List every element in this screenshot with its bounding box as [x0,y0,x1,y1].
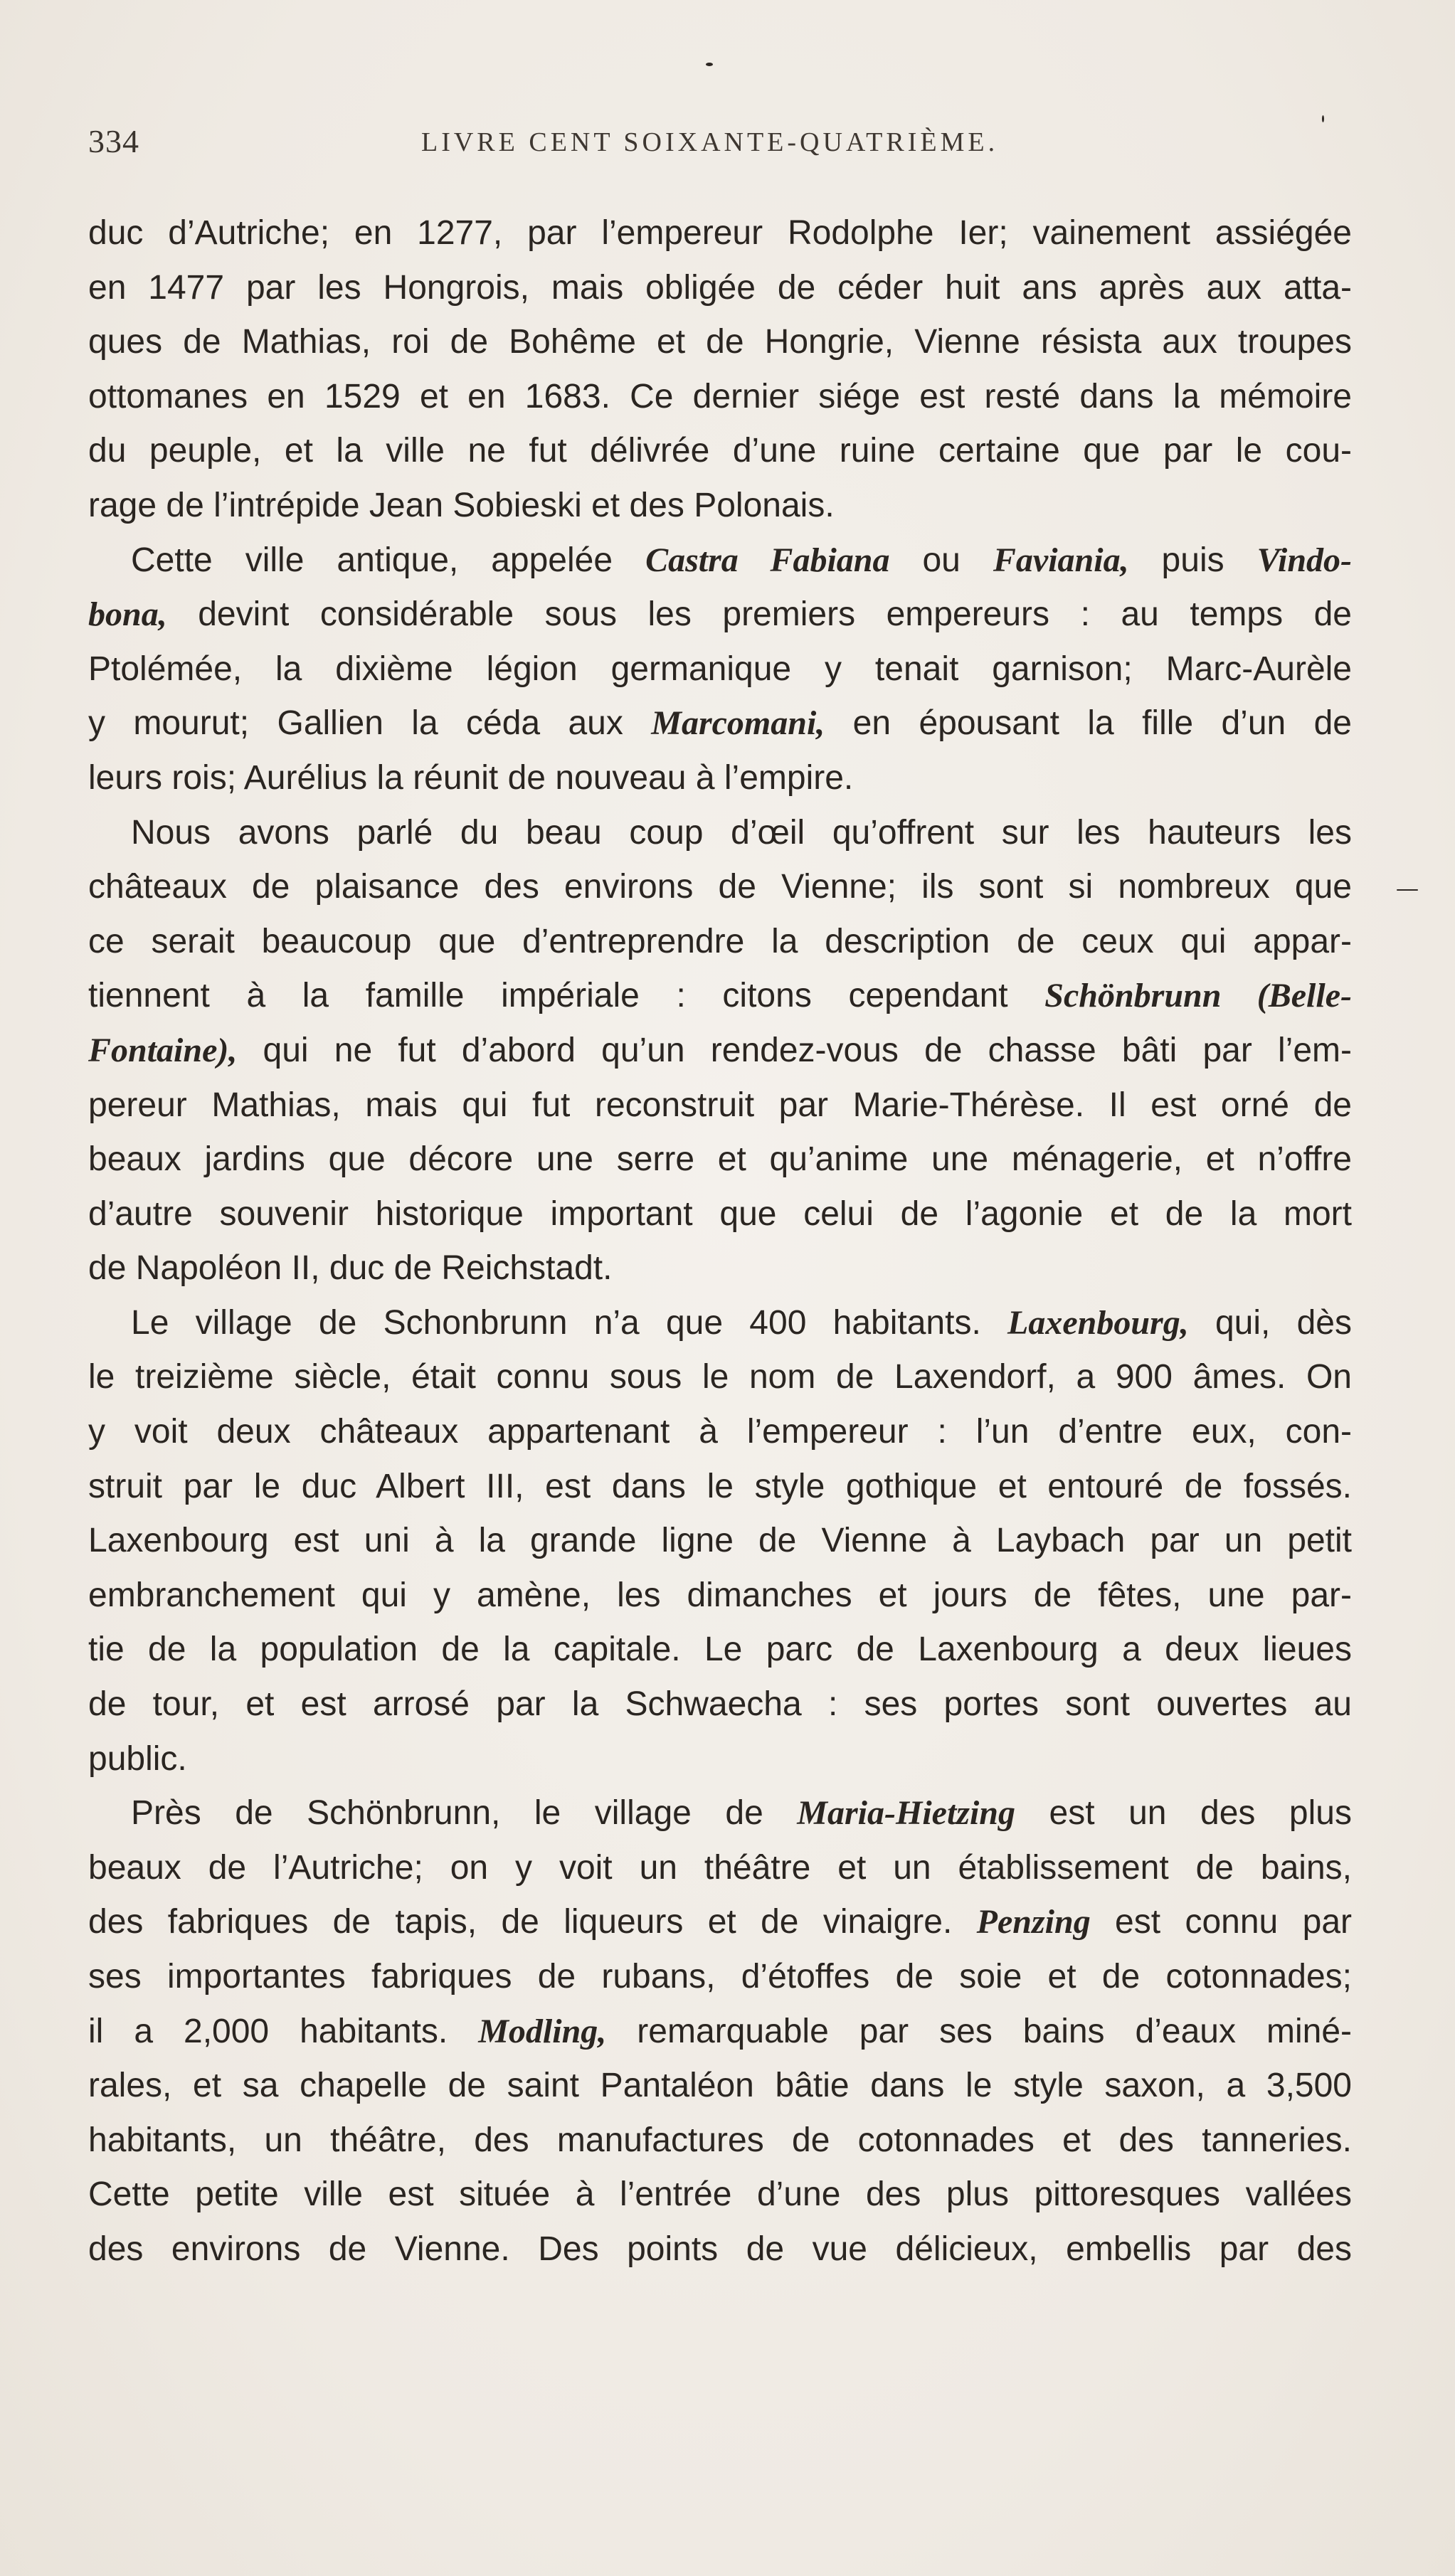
text-line [88,1187,1352,1242]
text-run: des environs de Vienne. Des points de vue délicieux, embellis par des [88,2230,1352,2268]
text-run: remarquable par ses bains d’eaux miné- [606,2012,1352,2050]
text-run: Cette ville antique, appelée [131,541,646,579]
text-line [88,1296,1352,1351]
italic-phrase: Schönbrunn (Belle- [1044,977,1352,1015]
page-number: 334 [88,123,139,159]
italic-phrase: Modling, [478,2012,607,2050]
text-run: ou [889,541,993,579]
text-line [88,1078,1352,1133]
text-line [88,915,1352,970]
text-run: châteaux de plaisance des environs de Vienne; ils sont si nombreux que [88,868,1352,906]
text-line [88,261,1352,316]
text-run: qui ne fut d’abord qu’un rendez-vous de chasse bâti par l’em- [237,1031,1352,1069]
text-run: Le village de Schonbrunn n’a que 400 habitants. [131,1303,1008,1342]
italic-phrase: bona, [88,595,167,634]
ink-speck [1322,115,1324,122]
text-run: en épousant la fille d’un de [825,704,1352,743]
text-line [88,2222,1352,2277]
text-run: puis [1128,541,1257,579]
page-header [88,122,1369,165]
text-line [88,2114,1352,2168]
text-run: rage de l’intrépide Jean Sobieski et des Polonais. [88,486,835,524]
text-line [88,1350,1352,1405]
text-line [88,315,1352,370]
italic-phrase: Faviania, [993,541,1129,579]
text-run: tiennent à la famille impériale : citons cependant [88,977,1045,1015]
italic-phrase: Marcomani, [651,704,825,743]
text-line [88,1841,1352,1896]
text-line [88,1133,1352,1187]
text-run: Près de Schönbrunn, le village de [131,1794,798,1833]
text-line [88,696,1352,751]
text-line [88,1024,1352,1078]
text-line [88,479,1352,534]
running-head: LIVRE CENT SOIXANTE-QUATRIÈME. [421,127,999,157]
text-run: pereur Mathias, mais qui fut reconstruit par Marie-Thérèse. Il est orné de [88,1086,1352,1124]
text-line [88,1677,1352,1732]
text-run: ottomanes en 1529 et en 1683. Ce dernier siége est resté dans la mémoire [88,377,1352,415]
text-line [88,969,1352,1024]
text-line [88,1786,1352,1841]
text-line [88,370,1352,425]
italic-phrase: Fontaine), [88,1031,238,1069]
text-run: du peuple, et la ville ne fut délivrée d’une ruine certaine que par le cou- [88,432,1352,470]
text-run: en 1477 par les Hongrois, mais obligée de céder huit ans après aux atta- [88,268,1352,307]
text-run: struit par le duc Albert III, est dans le style gothique et entouré de fossés. [88,1467,1352,1505]
italic-phrase: Maria-Hietzing [797,1794,1015,1833]
text-line [88,1895,1352,1950]
text-line [88,860,1352,915]
italic-phrase: Vindo- [1256,541,1353,579]
text-run: embranchement qui y amène, les dimanches et jours de fêtes, une par- [88,1576,1352,1614]
text-line [88,1241,1352,1296]
text-line [88,1732,1352,1787]
text-line [88,1569,1352,1623]
text-run: y voit deux châteaux appartenant à l’empereur : l’un d’entre eux, con- [88,1413,1352,1451]
text-run: est un des plus [1015,1794,1352,1833]
text-line [88,2168,1352,2222]
text-run: ce serait beaucoup que d’entreprendre la description de ceux qui appar- [88,922,1352,960]
text-run: le treizième siècle, était connu sous le nom de Laxendorf, a 900 âmes. On [88,1358,1352,1396]
text-run: ses importantes fabriques de rubans, d’étoffes de soie et de cotonnades; [88,1958,1352,1995]
text-run: devint considérable sous les premiers empereurs : au temps de [166,595,1352,634]
text-line [88,424,1352,479]
text-line [88,1950,1352,2005]
text-line [88,1405,1352,1460]
text-run: leurs rois; Aurélius la réunit de nouveau à l’empire. [88,758,854,797]
text-run: est connu par [1090,1903,1352,1941]
text-line [88,806,1352,861]
ink-speck [706,63,713,66]
text-run: d’autre souvenir historique important que celui de l’agonie et de la mort [88,1194,1352,1233]
text-line [88,2005,1352,2060]
text-run: Cette petite ville est située à l’entrée d’une des plus pittoresques vallées [88,2175,1352,2214]
text-run: de tour, et est arrosé par la Schwaecha : ses portes sont ouvertes au [88,1685,1352,1724]
text-run: beaux jardins que décore une serre et qu’anime une ménagerie, et n’offre [88,1140,1352,1179]
italic-phrase: Laxenbourg, [1007,1303,1189,1342]
text-run: il a 2,000 habitants. [88,2012,479,2050]
text-run: habitants, un théâtre, des manufactures de cotonnades et des tanneries. [88,2121,1352,2159]
text-run: rales, et sa chapelle de saint Pantaléon bâtie dans le style saxon, a 3,500 [88,2067,1352,2105]
text-line [88,1460,1352,1515]
text-run: des fabriques de tapis, de liqueurs et de vinaigre. [88,1903,977,1941]
text-run: y mourut; Gallien la céda aux [88,704,652,743]
text-line [88,206,1352,261]
text-line [88,642,1352,697]
text-line [88,588,1352,642]
italic-phrase: Castra Fabiana [645,541,890,579]
text-run: public. [88,1739,187,1778]
text-run: Nous avons parlé du beau coup d’œil qu’offrent sur les hauteurs les [131,813,1352,852]
text-run: tie de la population de la capitale. Le parc de Laxenbourg a deux lieues [88,1631,1352,1669]
text-line [88,1514,1352,1569]
body-text [88,206,1352,2277]
text-line [88,534,1352,588]
text-run: de Napoléon II, duc de Reichstadt. [88,1249,613,1288]
text-run: Laxenbourg est uni à la grande ligne de Vienne à Laybach par un petit [88,1522,1352,1560]
ink-speck [1397,889,1418,891]
text-run: duc d’Autriche; en 1277, par l’empereur Rodolphe Ier; vainement assiégée [88,214,1352,252]
text-run: Ptolémée, la dixième légion germanique y tenait garnison; Marc-Aurèle [88,650,1352,688]
text-line [88,1623,1352,1677]
italic-phrase: Penzing [976,1903,1091,1941]
text-line [88,751,1352,806]
text-line [88,2059,1352,2114]
text-run: qui, dès [1188,1303,1352,1342]
text-run: beaux de l’Autriche; on y voit un théâtre et un établissement de bains, [88,1848,1352,1887]
text-run: ques de Mathias, roi de Bohême et de Hongrie, Vienne résista aux troupes [88,323,1352,361]
